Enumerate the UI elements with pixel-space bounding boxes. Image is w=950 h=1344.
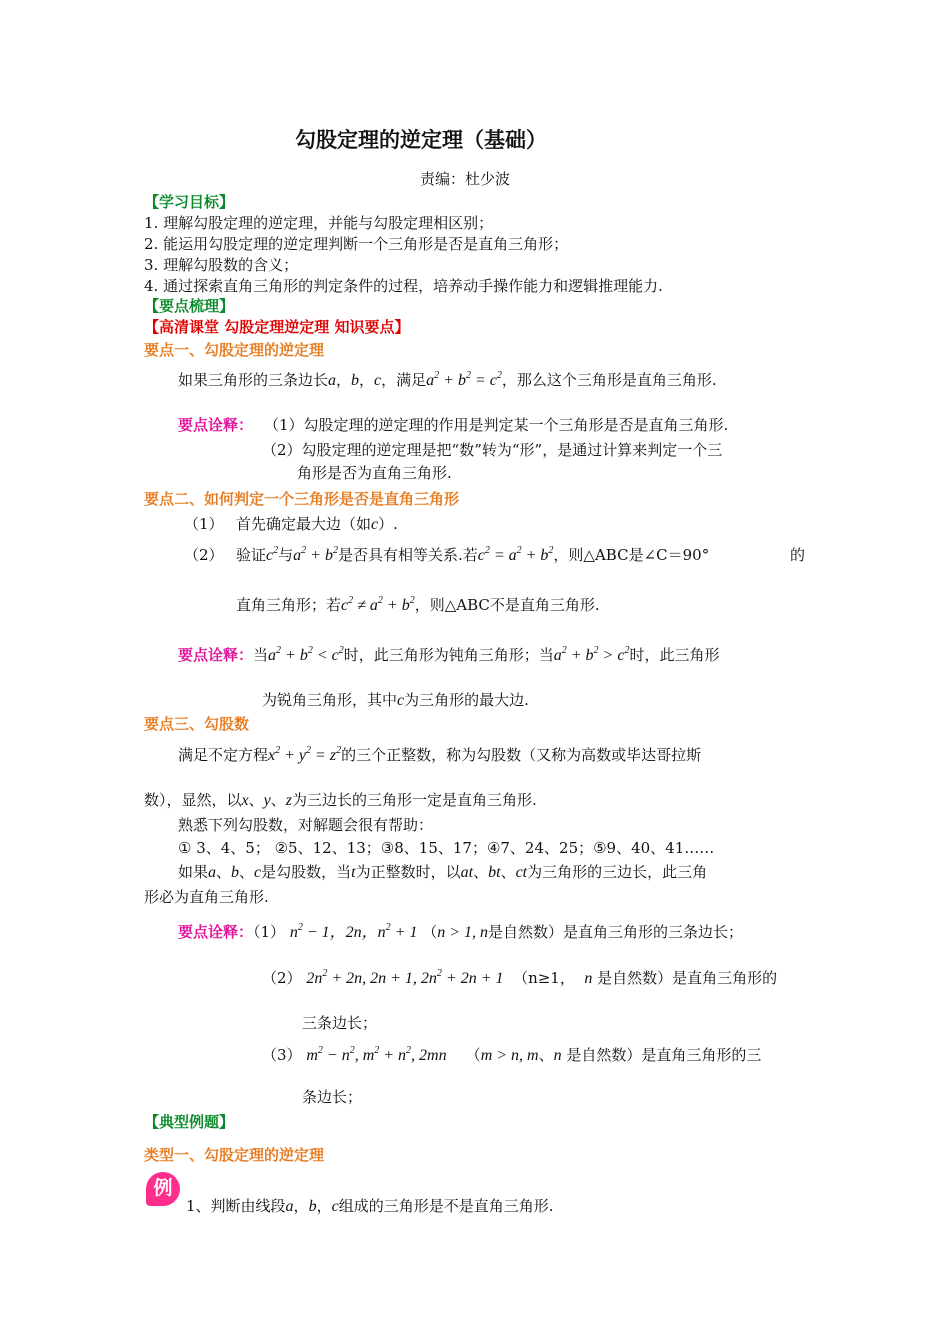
point-one-heading: 要点一、勾股定理的逆定理 xyxy=(144,341,325,359)
step-number: （2） xyxy=(184,546,224,564)
point-three-definition: 满足不定方程$x^2 + y^2 = z^2$的三个正整数，称为勾股数（又称为高数或毕达哥拉斯 xyxy=(178,745,702,764)
point-one-statement: 如果三角形的三条边长a，b，c，满足$a^2 + b^2 = c^2$，那么这个三角形是直角三角形. xyxy=(178,370,717,389)
point-three-note-2-wrap: 三条边长； xyxy=(302,1014,378,1032)
point-two-step-1: 首先确定最大边（如c）. xyxy=(236,515,398,533)
point-one-note-1: （1）勾股定理的逆定理的作用是判定某一个三角形是否是直角三角形. xyxy=(264,416,729,434)
point-one-note-2-wrap: 角形是否为直角三角形. xyxy=(297,464,452,482)
point-one-note-2: （2）勾股定理的逆定理是把“数”转为“形”，是通过计算来判定一个三 xyxy=(262,441,723,459)
section-points-heading: 【要点梳理】 xyxy=(144,297,235,315)
point-two-step-2-tail: 的 xyxy=(790,546,806,564)
point-two-note-wrap: 为锐角三角形，其中c为三角形的最大边. xyxy=(262,691,529,709)
goal-item: 2. 能运用勾股定理的逆定理判断一个三角形是否是直角三角形； xyxy=(144,235,569,253)
goal-item: 3. 理解勾股数的含义； xyxy=(144,256,299,274)
section-goals-heading: 【学习目标】 xyxy=(144,193,235,211)
pythagorean-triples-list: ① 3、4、5； ②5、12、13；③8、15、17；④7、24、25；⑤9、40、41…… xyxy=(178,839,715,857)
example-badge-icon: 例 xyxy=(146,1172,180,1206)
point-three-note-3-wrap: 条边长； xyxy=(302,1088,363,1106)
example-one-question: 1、判断由线段a，b，c组成的三角形是不是直角三角形. xyxy=(186,1197,554,1215)
point-three-scaling: 如果a、b、c是勾股数，当t为正整数时，以at、bt、ct为三角形的三边长，此三角 xyxy=(178,863,708,881)
point-two-step-2: 验证$c^2$与$a^2 + b^2$是否具有相等关系.若$c^2 = a^2 + b^2$，则△ABC是∠C＝90° xyxy=(236,545,710,564)
section-examples-heading: 【典型例题】 xyxy=(144,1113,235,1131)
point-two-step-2-wrap: 直角三角形；若$c^2 \ne a^2 + b^2$，则△ABC不是直角三角形. xyxy=(236,595,600,614)
goal-item: 4. 通过探索直角三角形的判定条件的过程，培养动手操作能力和逻辑推理能力. xyxy=(144,277,663,295)
goal-item: 1. 理解勾股定理的逆定理，并能与勾股定理相区别； xyxy=(144,214,494,232)
point-three-note-1: 要点诠释：（1） $n^2 - 1$，2n，$n^2 + 1$ （n > 1, n是自然数）是直角三角形的三条边长； xyxy=(178,922,744,941)
note-label: 要点诠释： xyxy=(178,416,254,434)
point-two-note: 要点诠释：当$a^2 + b^2 < c^2$时，此三角形为钝角三角形；当$a^2 + b^2 > c^2$时，此三角形 xyxy=(178,645,720,664)
point-three-heading: 要点三、勾股数 xyxy=(144,715,250,733)
video-lesson-link[interactable]: 【高清课堂 勾股定理逆定理 知识要点】 xyxy=(144,318,410,336)
point-three-note-2: （2） $2n^2 + 2n$, 2n + 1, $2n^2 + 2n + 1$ （n≥1， n 是自然数）是直角三角形的 xyxy=(262,968,778,987)
editor-line: 责编：杜少波 xyxy=(420,170,511,188)
point-three-definition-wrap: 数），显然，以x、y、z为三边长的三角形一定是直角三角形. xyxy=(144,791,537,809)
page-title: 勾股定理的逆定理（基础） xyxy=(295,127,547,152)
point-three-note-3: （3） $m^2 - n^2$, $m^2 + n^2$, 2mn （m > n, m、n 是自然数）是直角三角形的三 xyxy=(262,1045,762,1064)
point-two-heading: 要点二、如何判定一个三角形是否是直角三角形 xyxy=(144,490,460,508)
step-number: （1） xyxy=(184,515,224,533)
point-three-scaling-wrap: 形必为直角三角形. xyxy=(144,888,269,906)
type-one-heading: 类型一、勾股定理的逆定理 xyxy=(144,1146,325,1164)
point-three-hint: 熟悉下列勾股数，对解题会很有帮助： xyxy=(178,816,434,834)
